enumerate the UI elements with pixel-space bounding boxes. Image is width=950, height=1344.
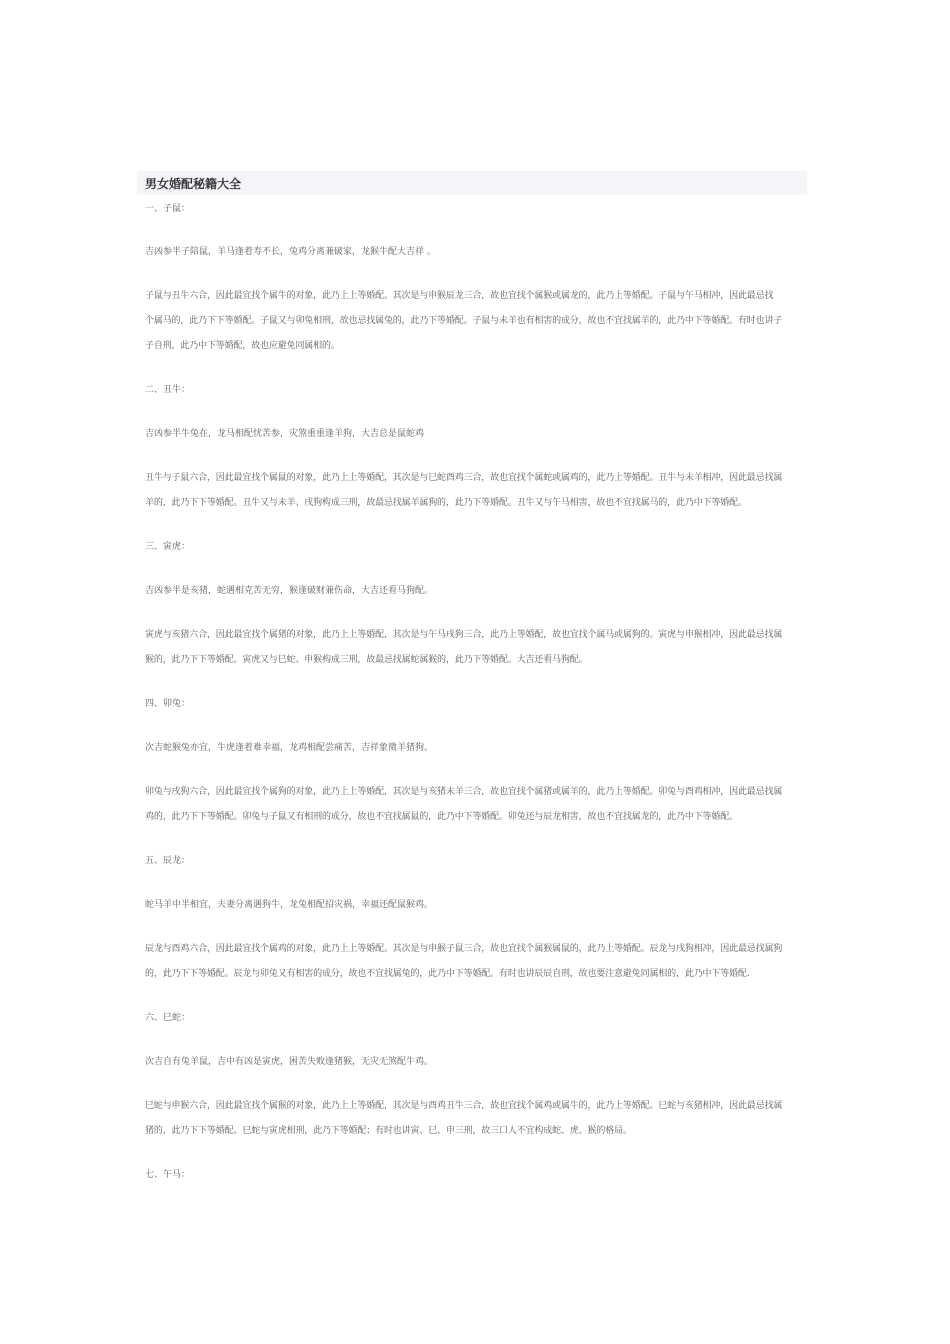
- section-verse-rat: 吉凶参半子陪鼠，羊马逢着寿不长，兔鸡分离兼破家，龙猴牛配大吉祥 。: [145, 247, 436, 257]
- section-heading-horse: 七、午马：: [145, 1170, 191, 1180]
- section-heading-dragon: 五、辰龙：: [145, 856, 191, 866]
- paragraph-line: 子鼠与丑牛六合，因此最宜找个属牛的对象，此乃上上等婚配。其次是与申猴辰龙三合，故也宜找个属猴或属龙的，此乃上等婚配。子鼠与午马相冲，因此最忌找: [145, 291, 774, 301]
- paragraph-line: 丑牛与子鼠六合，因此最宜找个属鼠的对象，此乃上上等婚配，其次是与巳蛇酉鸡三合，故也宜找个属蛇或属鸡的，此乃上等婚配。丑牛与未羊相冲，因此最忌找属: [145, 473, 783, 483]
- paragraph-line: 巳蛇与申猴六合，因此最宜找个属猴的对象，此乃上上等婚配，其次是与酉鸡丑牛三合，故也宜找个属鸡或属牛的，此乃上等婚配。巳蛇与亥猪相冲，因此最忌找属: [145, 1101, 783, 1111]
- document-title: 男女婚配秘籍大全: [145, 177, 242, 191]
- section-verse-snake: 次吉自有兔羊鼠，吉中有凶是寅虎，困苦失败逢猪猴，无灾无煞配牛鸡。: [145, 1057, 434, 1067]
- paragraph-line: 个属马的，此乃下下等婚配。子鼠又与卯兔相刑，故也忌找属兔的，此乃下等婚配。子鼠与未羊也有相害的成分，故也不宜找属羊的，此乃中下等婚配。有时也讲子: [145, 316, 783, 326]
- paragraph-line: 卯兔与戌狗六合，因此最宜找个属狗的对象，此乃上上等婚配，其次是与亥猪未羊三合，故也宜找个属猪或属羊的，此乃上等婚配。卯兔与酉鸡相冲，因此最忌找属: [145, 787, 783, 797]
- section-heading-snake: 六、巳蛇：: [145, 1013, 191, 1023]
- paragraph-line: 寅虎与亥猪六合，因此最宜找个属猪的对象，此乃上上等婚配，其次是与午马戌狗三合，此乃上等婚配，故也宜找个属马或属狗的。寅虎与申猴相冲，因此最忌找属: [145, 630, 783, 640]
- section-heading-ox: 二、丑牛：: [145, 385, 191, 395]
- paragraph-line: 羊的，此乃下下等婚配。丑牛又与未羊、戌狗构成三刑，故最忌找属羊属狗的，此乃下等婚配。丑牛又与午马相害，故也不宜找属马的，此乃中下等婚配。: [145, 498, 747, 508]
- paragraph-line: 子自刑，此乃中下等婚配，故也应避免同属相的。: [145, 341, 340, 351]
- section-verse-rabbit: 次吉蛇猴兔亦宜，牛虎逢着难幸福，龙鸡相配尝痛苦，吉祥象微羊猪狗。: [145, 743, 434, 753]
- section-heading-rabbit: 四、卯兔：: [145, 699, 191, 709]
- paragraph-line: 辰龙与酉鸡六合，因此最宜找个属鸡的对象，此乃上上等婚配。其次是与申猴子鼠三合，故也宜找个属猴属鼠的，此乃上等婚配。辰龙与戌狗相冲，因此最忌找属狗: [145, 944, 783, 954]
- title-bar: [137, 171, 807, 195]
- section-heading-rat: 一、子鼠：: [145, 204, 191, 214]
- section-verse-dragon: 蛇马羊中半相宜，夫妻分离遇狗牛，龙兔相配招灾祸，幸福还配鼠猴鸡。: [145, 900, 434, 910]
- paragraph-line: 猪的，此乃下下等婚配。巳蛇与寅虎相刑，此乃下等婚配；有时也讲寅、巳、申三刑，故三口人不宜构成蛇、虎、猴的格局。: [145, 1126, 632, 1136]
- paragraph-line: 的，此乃下下等婚配。辰龙与卯兔又有相害的成分，故也不宜找属兔的，此乃中下等婚配。有时也讲辰辰自刑，故也要注意避免同属相的，此乃中下等婚配.: [145, 969, 750, 979]
- section-heading-tiger: 三、寅虎：: [145, 542, 191, 552]
- paragraph-line: 猴的，此乃下下等婚配。寅虎又与巳蛇、申猴构成三刑，故最忌找属蛇属猴的，此乃下等婚配。大吉还看马狗配。: [145, 655, 588, 665]
- section-verse-tiger: 吉凶参半是亥猪，蛇遇相克苦无穷，猴逢破财兼伤命，大吉还看马狗配。: [145, 586, 434, 596]
- section-verse-ox: 吉凶参半牛兔在，龙马相配忧苦参，灾煞重重逢羊狗，大吉总是鼠蛇鸡: [145, 429, 425, 439]
- paragraph-line: 鸡的，此乃下下等婚配。卯兔与子鼠又有相刑的成分，故也不宜找属鼠的，此乃中下等婚配。卯兔还与辰龙相害，故也不宜找属龙的，此乃中下等婚配。: [145, 812, 738, 822]
